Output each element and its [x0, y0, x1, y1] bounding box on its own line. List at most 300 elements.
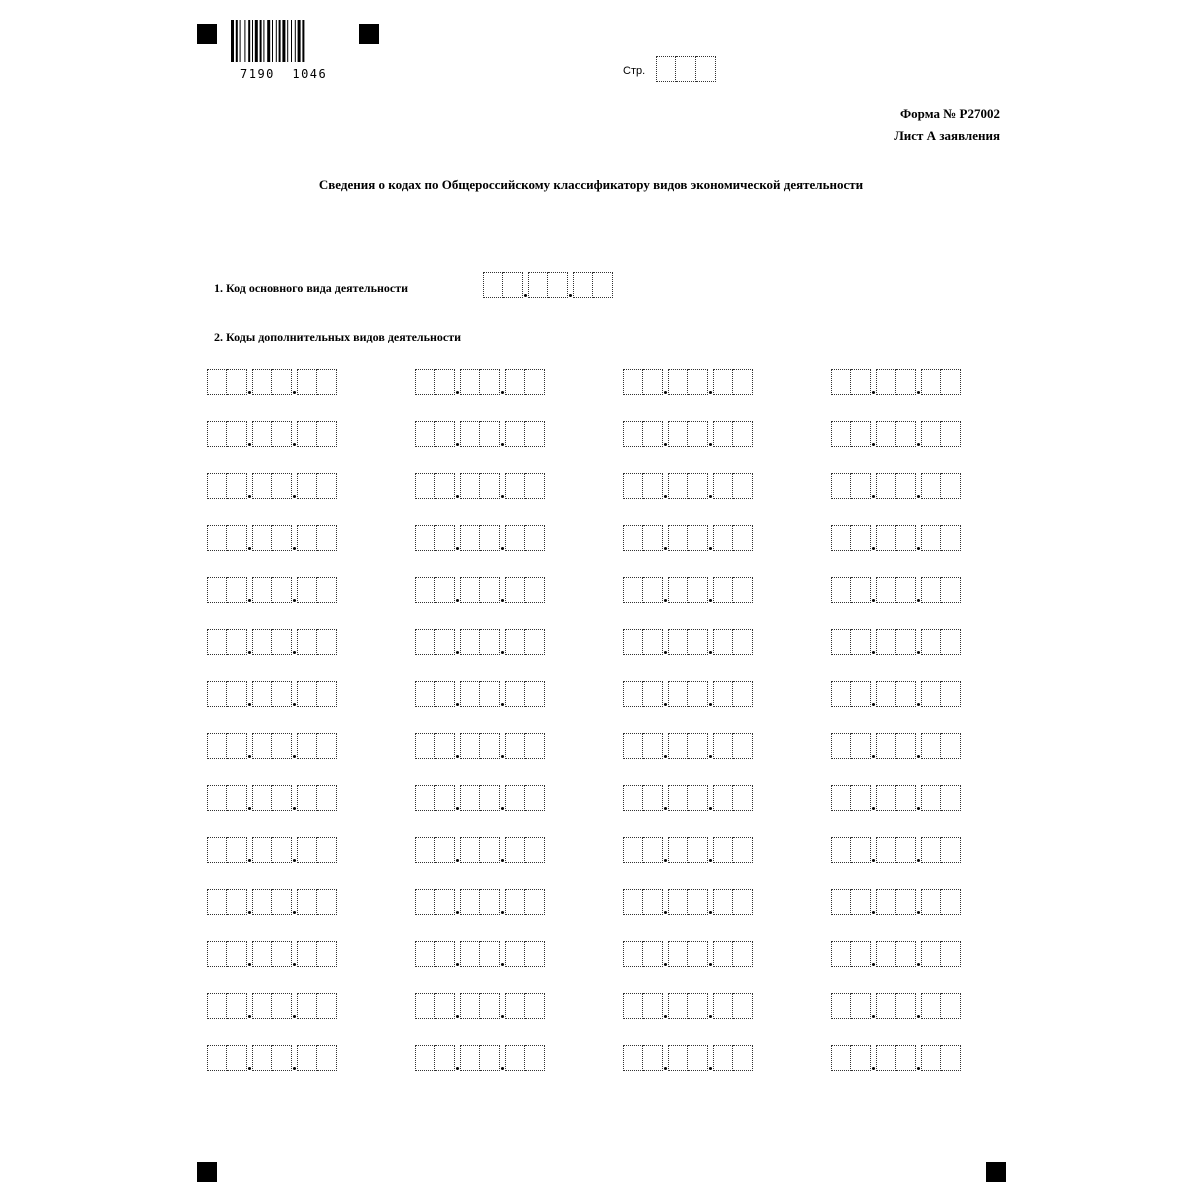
code-digit-cell[interactable]: [643, 525, 663, 551]
code-digit-cell[interactable]: [713, 993, 733, 1019]
code-digit-cell[interactable]: [643, 421, 663, 447]
code-digit-cell[interactable]: [921, 473, 941, 499]
code-digit-cell[interactable]: [941, 421, 961, 447]
code-digit-cell[interactable]: [941, 473, 961, 499]
code-digit-cell[interactable]: [831, 577, 851, 603]
code-digit-cell[interactable]: [623, 577, 643, 603]
code-digit-cell[interactable]: [483, 272, 503, 298]
code-digit-cell[interactable]: [525, 941, 545, 967]
code-digit-cell[interactable]: [525, 837, 545, 863]
code-digit-cell[interactable]: [460, 733, 480, 759]
code-digit-cell[interactable]: [876, 525, 896, 551]
code-digit-cell[interactable]: [896, 785, 916, 811]
code-digit-cell[interactable]: [272, 941, 292, 967]
code-digit-cell[interactable]: [460, 421, 480, 447]
code-digit-cell[interactable]: [207, 681, 227, 707]
code-digit-cell[interactable]: [668, 733, 688, 759]
code-digit-cell[interactable]: [435, 369, 455, 395]
code-digit-cell[interactable]: [525, 889, 545, 915]
code-digit-cell[interactable]: [733, 369, 753, 395]
code-digit-cell[interactable]: [227, 421, 247, 447]
code-digit-cell[interactable]: [525, 369, 545, 395]
code-digit-cell[interactable]: [896, 421, 916, 447]
code-digit-cell[interactable]: [207, 993, 227, 1019]
additional-activity-code-field[interactable]: [415, 941, 580, 967]
code-digit-cell[interactable]: [688, 993, 708, 1019]
code-digit-cell[interactable]: [480, 629, 500, 655]
code-digit-cell[interactable]: [252, 889, 272, 915]
code-digit-cell[interactable]: [668, 941, 688, 967]
code-digit-cell[interactable]: [252, 473, 272, 499]
code-digit-cell[interactable]: [876, 473, 896, 499]
code-digit-cell[interactable]: [851, 577, 871, 603]
additional-activity-code-field[interactable]: [207, 473, 372, 499]
code-digit-cell[interactable]: [227, 473, 247, 499]
code-digit-cell[interactable]: [505, 681, 525, 707]
code-digit-cell[interactable]: [297, 525, 317, 551]
code-digit-cell[interactable]: [876, 369, 896, 395]
code-digit-cell[interactable]: [525, 525, 545, 551]
code-digit-cell[interactable]: [921, 525, 941, 551]
code-digit-cell[interactable]: [941, 837, 961, 863]
code-digit-cell[interactable]: [688, 733, 708, 759]
code-digit-cell[interactable]: [272, 473, 292, 499]
code-digit-cell[interactable]: [851, 525, 871, 551]
code-digit-cell[interactable]: [623, 525, 643, 551]
code-digit-cell[interactable]: [851, 941, 871, 967]
additional-activity-code-field[interactable]: [831, 993, 996, 1019]
code-digit-cell[interactable]: [297, 785, 317, 811]
code-digit-cell[interactable]: [460, 629, 480, 655]
code-digit-cell[interactable]: [896, 473, 916, 499]
code-digit-cell[interactable]: [252, 629, 272, 655]
additional-activity-code-field[interactable]: [415, 369, 580, 395]
additional-activity-code-field[interactable]: [415, 837, 580, 863]
code-digit-cell[interactable]: [415, 941, 435, 967]
code-digit-cell[interactable]: [713, 525, 733, 551]
additional-activity-code-field[interactable]: [831, 525, 996, 551]
code-digit-cell[interactable]: [207, 733, 227, 759]
code-digit-cell[interactable]: [851, 733, 871, 759]
code-digit-cell[interactable]: [733, 785, 753, 811]
code-digit-cell[interactable]: [733, 681, 753, 707]
code-digit-cell[interactable]: [435, 889, 455, 915]
code-digit-cell[interactable]: [525, 681, 545, 707]
code-digit-cell[interactable]: [505, 577, 525, 603]
code-digit-cell[interactable]: [688, 629, 708, 655]
code-digit-cell[interactable]: [921, 837, 941, 863]
code-digit-cell[interactable]: [480, 785, 500, 811]
code-digit-cell[interactable]: [941, 941, 961, 967]
code-digit-cell[interactable]: [896, 525, 916, 551]
additional-activity-code-field[interactable]: [831, 733, 996, 759]
page-number-field[interactable]: [656, 56, 716, 82]
code-digit-cell[interactable]: [317, 993, 337, 1019]
code-digit-cell[interactable]: [317, 421, 337, 447]
additional-activity-code-field[interactable]: [415, 785, 580, 811]
additional-activity-code-field[interactable]: [623, 473, 788, 499]
code-digit-cell[interactable]: [941, 577, 961, 603]
code-digit-cell[interactable]: [851, 837, 871, 863]
code-digit-cell[interactable]: [415, 369, 435, 395]
code-digit-cell[interactable]: [252, 733, 272, 759]
code-digit-cell[interactable]: [227, 577, 247, 603]
code-digit-cell[interactable]: [896, 629, 916, 655]
code-digit-cell[interactable]: [668, 681, 688, 707]
code-digit-cell[interactable]: [643, 837, 663, 863]
code-digit-cell[interactable]: [643, 1045, 663, 1071]
additional-activity-code-field[interactable]: [207, 421, 372, 447]
code-digit-cell[interactable]: [460, 473, 480, 499]
code-digit-cell[interactable]: [297, 889, 317, 915]
additional-activity-code-field[interactable]: [831, 421, 996, 447]
additional-activity-code-field[interactable]: [623, 1045, 788, 1071]
code-digit-cell[interactable]: [921, 681, 941, 707]
additional-activity-code-field[interactable]: [623, 941, 788, 967]
additional-activity-code-field[interactable]: [831, 837, 996, 863]
additional-activity-code-field[interactable]: [415, 473, 580, 499]
additional-activity-code-field[interactable]: [415, 889, 580, 915]
code-digit-cell[interactable]: [525, 473, 545, 499]
code-digit-cell[interactable]: [272, 681, 292, 707]
code-digit-cell[interactable]: [317, 733, 337, 759]
code-digit-cell[interactable]: [252, 1045, 272, 1071]
code-digit-cell[interactable]: [896, 369, 916, 395]
code-digit-cell[interactable]: [207, 1045, 227, 1071]
code-digit-cell[interactable]: [623, 1045, 643, 1071]
code-digit-cell[interactable]: [668, 369, 688, 395]
code-digit-cell[interactable]: [480, 681, 500, 707]
additional-activity-code-field[interactable]: [831, 1045, 996, 1071]
code-digit-cell[interactable]: [876, 421, 896, 447]
code-digit-cell[interactable]: [623, 993, 643, 1019]
code-digit-cell[interactable]: [252, 369, 272, 395]
code-digit-cell[interactable]: [525, 421, 545, 447]
additional-activity-code-field[interactable]: [415, 629, 580, 655]
code-digit-cell[interactable]: [851, 1045, 871, 1071]
code-digit-cell[interactable]: [623, 421, 643, 447]
code-digit-cell[interactable]: [252, 421, 272, 447]
code-digit-cell[interactable]: [941, 681, 961, 707]
code-digit-cell[interactable]: [317, 525, 337, 551]
code-digit-cell[interactable]: [921, 941, 941, 967]
code-digit-cell[interactable]: [505, 941, 525, 967]
code-digit-cell[interactable]: [643, 733, 663, 759]
code-digit-cell[interactable]: [227, 785, 247, 811]
additional-activity-code-field[interactable]: [831, 681, 996, 707]
additional-activity-code-field[interactable]: [207, 889, 372, 915]
code-digit-cell[interactable]: [460, 837, 480, 863]
code-digit-cell[interactable]: [573, 272, 593, 298]
code-digit-cell[interactable]: [480, 941, 500, 967]
code-digit-cell[interactable]: [921, 629, 941, 655]
code-digit-cell[interactable]: [851, 369, 871, 395]
code-digit-cell[interactable]: [876, 1045, 896, 1071]
code-digit-cell[interactable]: [851, 629, 871, 655]
code-digit-cell[interactable]: [480, 733, 500, 759]
code-digit-cell[interactable]: [435, 681, 455, 707]
code-digit-cell[interactable]: [460, 369, 480, 395]
code-digit-cell[interactable]: [876, 629, 896, 655]
additional-activity-code-field[interactable]: [207, 1045, 372, 1071]
code-digit-cell[interactable]: [207, 941, 227, 967]
code-digit-cell[interactable]: [941, 629, 961, 655]
code-digit-cell[interactable]: [696, 56, 716, 82]
code-digit-cell[interactable]: [896, 577, 916, 603]
code-digit-cell[interactable]: [435, 733, 455, 759]
code-digit-cell[interactable]: [460, 941, 480, 967]
code-digit-cell[interactable]: [733, 473, 753, 499]
code-digit-cell[interactable]: [435, 629, 455, 655]
code-digit-cell[interactable]: [525, 733, 545, 759]
additional-activity-code-field[interactable]: [623, 733, 788, 759]
code-digit-cell[interactable]: [876, 889, 896, 915]
code-digit-cell[interactable]: [227, 369, 247, 395]
code-digit-cell[interactable]: [460, 889, 480, 915]
code-digit-cell[interactable]: [317, 681, 337, 707]
code-digit-cell[interactable]: [668, 993, 688, 1019]
code-digit-cell[interactable]: [480, 473, 500, 499]
code-digit-cell[interactable]: [207, 473, 227, 499]
code-digit-cell[interactable]: [415, 577, 435, 603]
code-digit-cell[interactable]: [676, 56, 696, 82]
additional-activity-code-field[interactable]: [207, 369, 372, 395]
code-digit-cell[interactable]: [415, 473, 435, 499]
code-digit-cell[interactable]: [435, 473, 455, 499]
code-digit-cell[interactable]: [643, 473, 663, 499]
code-digit-cell[interactable]: [272, 837, 292, 863]
code-digit-cell[interactable]: [713, 941, 733, 967]
code-digit-cell[interactable]: [876, 681, 896, 707]
code-digit-cell[interactable]: [831, 369, 851, 395]
code-digit-cell[interactable]: [317, 577, 337, 603]
code-digit-cell[interactable]: [227, 941, 247, 967]
code-digit-cell[interactable]: [668, 629, 688, 655]
code-digit-cell[interactable]: [227, 889, 247, 915]
code-digit-cell[interactable]: [415, 1045, 435, 1071]
code-digit-cell[interactable]: [525, 1045, 545, 1071]
code-digit-cell[interactable]: [668, 837, 688, 863]
code-digit-cell[interactable]: [227, 1045, 247, 1071]
code-digit-cell[interactable]: [505, 785, 525, 811]
additional-activity-code-field[interactable]: [207, 681, 372, 707]
code-digit-cell[interactable]: [207, 369, 227, 395]
code-digit-cell[interactable]: [733, 577, 753, 603]
code-digit-cell[interactable]: [668, 525, 688, 551]
code-digit-cell[interactable]: [831, 993, 851, 1019]
code-digit-cell[interactable]: [688, 889, 708, 915]
code-digit-cell[interactable]: [668, 889, 688, 915]
code-digit-cell[interactable]: [733, 889, 753, 915]
code-digit-cell[interactable]: [643, 785, 663, 811]
code-digit-cell[interactable]: [272, 369, 292, 395]
code-digit-cell[interactable]: [460, 577, 480, 603]
code-digit-cell[interactable]: [733, 421, 753, 447]
code-digit-cell[interactable]: [207, 889, 227, 915]
code-digit-cell[interactable]: [415, 421, 435, 447]
code-digit-cell[interactable]: [525, 629, 545, 655]
code-digit-cell[interactable]: [460, 525, 480, 551]
code-digit-cell[interactable]: [252, 785, 272, 811]
code-digit-cell[interactable]: [525, 577, 545, 603]
additional-activity-code-field[interactable]: [623, 577, 788, 603]
code-digit-cell[interactable]: [623, 785, 643, 811]
code-digit-cell[interactable]: [733, 629, 753, 655]
code-digit-cell[interactable]: [548, 272, 568, 298]
code-digit-cell[interactable]: [460, 785, 480, 811]
code-digit-cell[interactable]: [480, 421, 500, 447]
code-digit-cell[interactable]: [623, 473, 643, 499]
additional-activity-code-field[interactable]: [831, 889, 996, 915]
code-digit-cell[interactable]: [480, 525, 500, 551]
code-digit-cell[interactable]: [921, 993, 941, 1019]
code-digit-cell[interactable]: [713, 1045, 733, 1071]
additional-activity-code-field[interactable]: [207, 941, 372, 967]
code-digit-cell[interactable]: [643, 993, 663, 1019]
code-digit-cell[interactable]: [831, 421, 851, 447]
code-digit-cell[interactable]: [525, 993, 545, 1019]
code-digit-cell[interactable]: [733, 733, 753, 759]
code-digit-cell[interactable]: [207, 785, 227, 811]
code-digit-cell[interactable]: [668, 577, 688, 603]
code-digit-cell[interactable]: [252, 837, 272, 863]
code-digit-cell[interactable]: [505, 525, 525, 551]
code-digit-cell[interactable]: [896, 941, 916, 967]
code-digit-cell[interactable]: [623, 837, 643, 863]
code-digit-cell[interactable]: [851, 473, 871, 499]
code-digit-cell[interactable]: [297, 577, 317, 603]
code-digit-cell[interactable]: [831, 941, 851, 967]
code-digit-cell[interactable]: [227, 837, 247, 863]
code-digit-cell[interactable]: [688, 1045, 708, 1071]
code-digit-cell[interactable]: [415, 993, 435, 1019]
code-digit-cell[interactable]: [227, 993, 247, 1019]
code-digit-cell[interactable]: [668, 1045, 688, 1071]
code-digit-cell[interactable]: [272, 577, 292, 603]
additional-activity-code-field[interactable]: [415, 1045, 580, 1071]
code-digit-cell[interactable]: [252, 993, 272, 1019]
code-digit-cell[interactable]: [435, 525, 455, 551]
code-digit-cell[interactable]: [415, 785, 435, 811]
code-digit-cell[interactable]: [505, 837, 525, 863]
code-digit-cell[interactable]: [623, 681, 643, 707]
code-digit-cell[interactable]: [207, 525, 227, 551]
code-digit-cell[interactable]: [643, 577, 663, 603]
code-digit-cell[interactable]: [688, 577, 708, 603]
code-digit-cell[interactable]: [643, 889, 663, 915]
code-digit-cell[interactable]: [851, 421, 871, 447]
code-digit-cell[interactable]: [876, 993, 896, 1019]
code-digit-cell[interactable]: [460, 681, 480, 707]
code-digit-cell[interactable]: [831, 733, 851, 759]
code-digit-cell[interactable]: [227, 733, 247, 759]
code-digit-cell[interactable]: [505, 369, 525, 395]
code-digit-cell[interactable]: [317, 837, 337, 863]
code-digit-cell[interactable]: [207, 629, 227, 655]
additional-activity-code-field[interactable]: [831, 369, 996, 395]
code-digit-cell[interactable]: [896, 889, 916, 915]
additional-activity-code-field[interactable]: [207, 785, 372, 811]
main-activity-code-field[interactable]: [483, 272, 613, 298]
code-digit-cell[interactable]: [505, 733, 525, 759]
code-digit-cell[interactable]: [297, 473, 317, 499]
code-digit-cell[interactable]: [505, 473, 525, 499]
additional-activity-code-field[interactable]: [831, 577, 996, 603]
code-digit-cell[interactable]: [713, 889, 733, 915]
code-digit-cell[interactable]: [435, 993, 455, 1019]
code-digit-cell[interactable]: [713, 473, 733, 499]
code-digit-cell[interactable]: [297, 681, 317, 707]
code-digit-cell[interactable]: [876, 941, 896, 967]
code-digit-cell[interactable]: [921, 889, 941, 915]
code-digit-cell[interactable]: [207, 421, 227, 447]
code-digit-cell[interactable]: [921, 577, 941, 603]
code-digit-cell[interactable]: [480, 1045, 500, 1071]
code-digit-cell[interactable]: [831, 1045, 851, 1071]
code-digit-cell[interactable]: [415, 629, 435, 655]
code-digit-cell[interactable]: [643, 941, 663, 967]
code-digit-cell[interactable]: [851, 681, 871, 707]
code-digit-cell[interactable]: [207, 837, 227, 863]
code-digit-cell[interactable]: [460, 1045, 480, 1071]
code-digit-cell[interactable]: [896, 837, 916, 863]
code-digit-cell[interactable]: [831, 681, 851, 707]
code-digit-cell[interactable]: [688, 941, 708, 967]
additional-activity-code-field[interactable]: [623, 837, 788, 863]
additional-activity-code-field[interactable]: [415, 525, 580, 551]
additional-activity-code-field[interactable]: [623, 993, 788, 1019]
code-digit-cell[interactable]: [643, 629, 663, 655]
code-digit-cell[interactable]: [317, 941, 337, 967]
additional-activity-code-field[interactable]: [831, 629, 996, 655]
code-digit-cell[interactable]: [317, 889, 337, 915]
code-digit-cell[interactable]: [415, 733, 435, 759]
code-digit-cell[interactable]: [896, 681, 916, 707]
code-digit-cell[interactable]: [272, 889, 292, 915]
code-digit-cell[interactable]: [831, 525, 851, 551]
code-digit-cell[interactable]: [941, 993, 961, 1019]
code-digit-cell[interactable]: [207, 577, 227, 603]
code-digit-cell[interactable]: [668, 421, 688, 447]
code-digit-cell[interactable]: [921, 785, 941, 811]
code-digit-cell[interactable]: [505, 629, 525, 655]
code-digit-cell[interactable]: [876, 733, 896, 759]
code-digit-cell[interactable]: [941, 1045, 961, 1071]
additional-activity-code-field[interactable]: [207, 577, 372, 603]
code-digit-cell[interactable]: [713, 785, 733, 811]
code-digit-cell[interactable]: [876, 785, 896, 811]
code-digit-cell[interactable]: [921, 421, 941, 447]
code-digit-cell[interactable]: [505, 421, 525, 447]
code-digit-cell[interactable]: [851, 785, 871, 811]
additional-activity-code-field[interactable]: [207, 733, 372, 759]
code-digit-cell[interactable]: [656, 56, 676, 82]
code-digit-cell[interactable]: [733, 525, 753, 551]
code-digit-cell[interactable]: [688, 785, 708, 811]
code-digit-cell[interactable]: [252, 577, 272, 603]
code-digit-cell[interactable]: [272, 1045, 292, 1071]
code-digit-cell[interactable]: [505, 993, 525, 1019]
code-digit-cell[interactable]: [941, 889, 961, 915]
code-digit-cell[interactable]: [623, 629, 643, 655]
code-digit-cell[interactable]: [851, 889, 871, 915]
code-digit-cell[interactable]: [480, 369, 500, 395]
code-digit-cell[interactable]: [623, 733, 643, 759]
additional-activity-code-field[interactable]: [207, 629, 372, 655]
additional-activity-code-field[interactable]: [831, 941, 996, 967]
additional-activity-code-field[interactable]: [623, 369, 788, 395]
code-digit-cell[interactable]: [435, 785, 455, 811]
